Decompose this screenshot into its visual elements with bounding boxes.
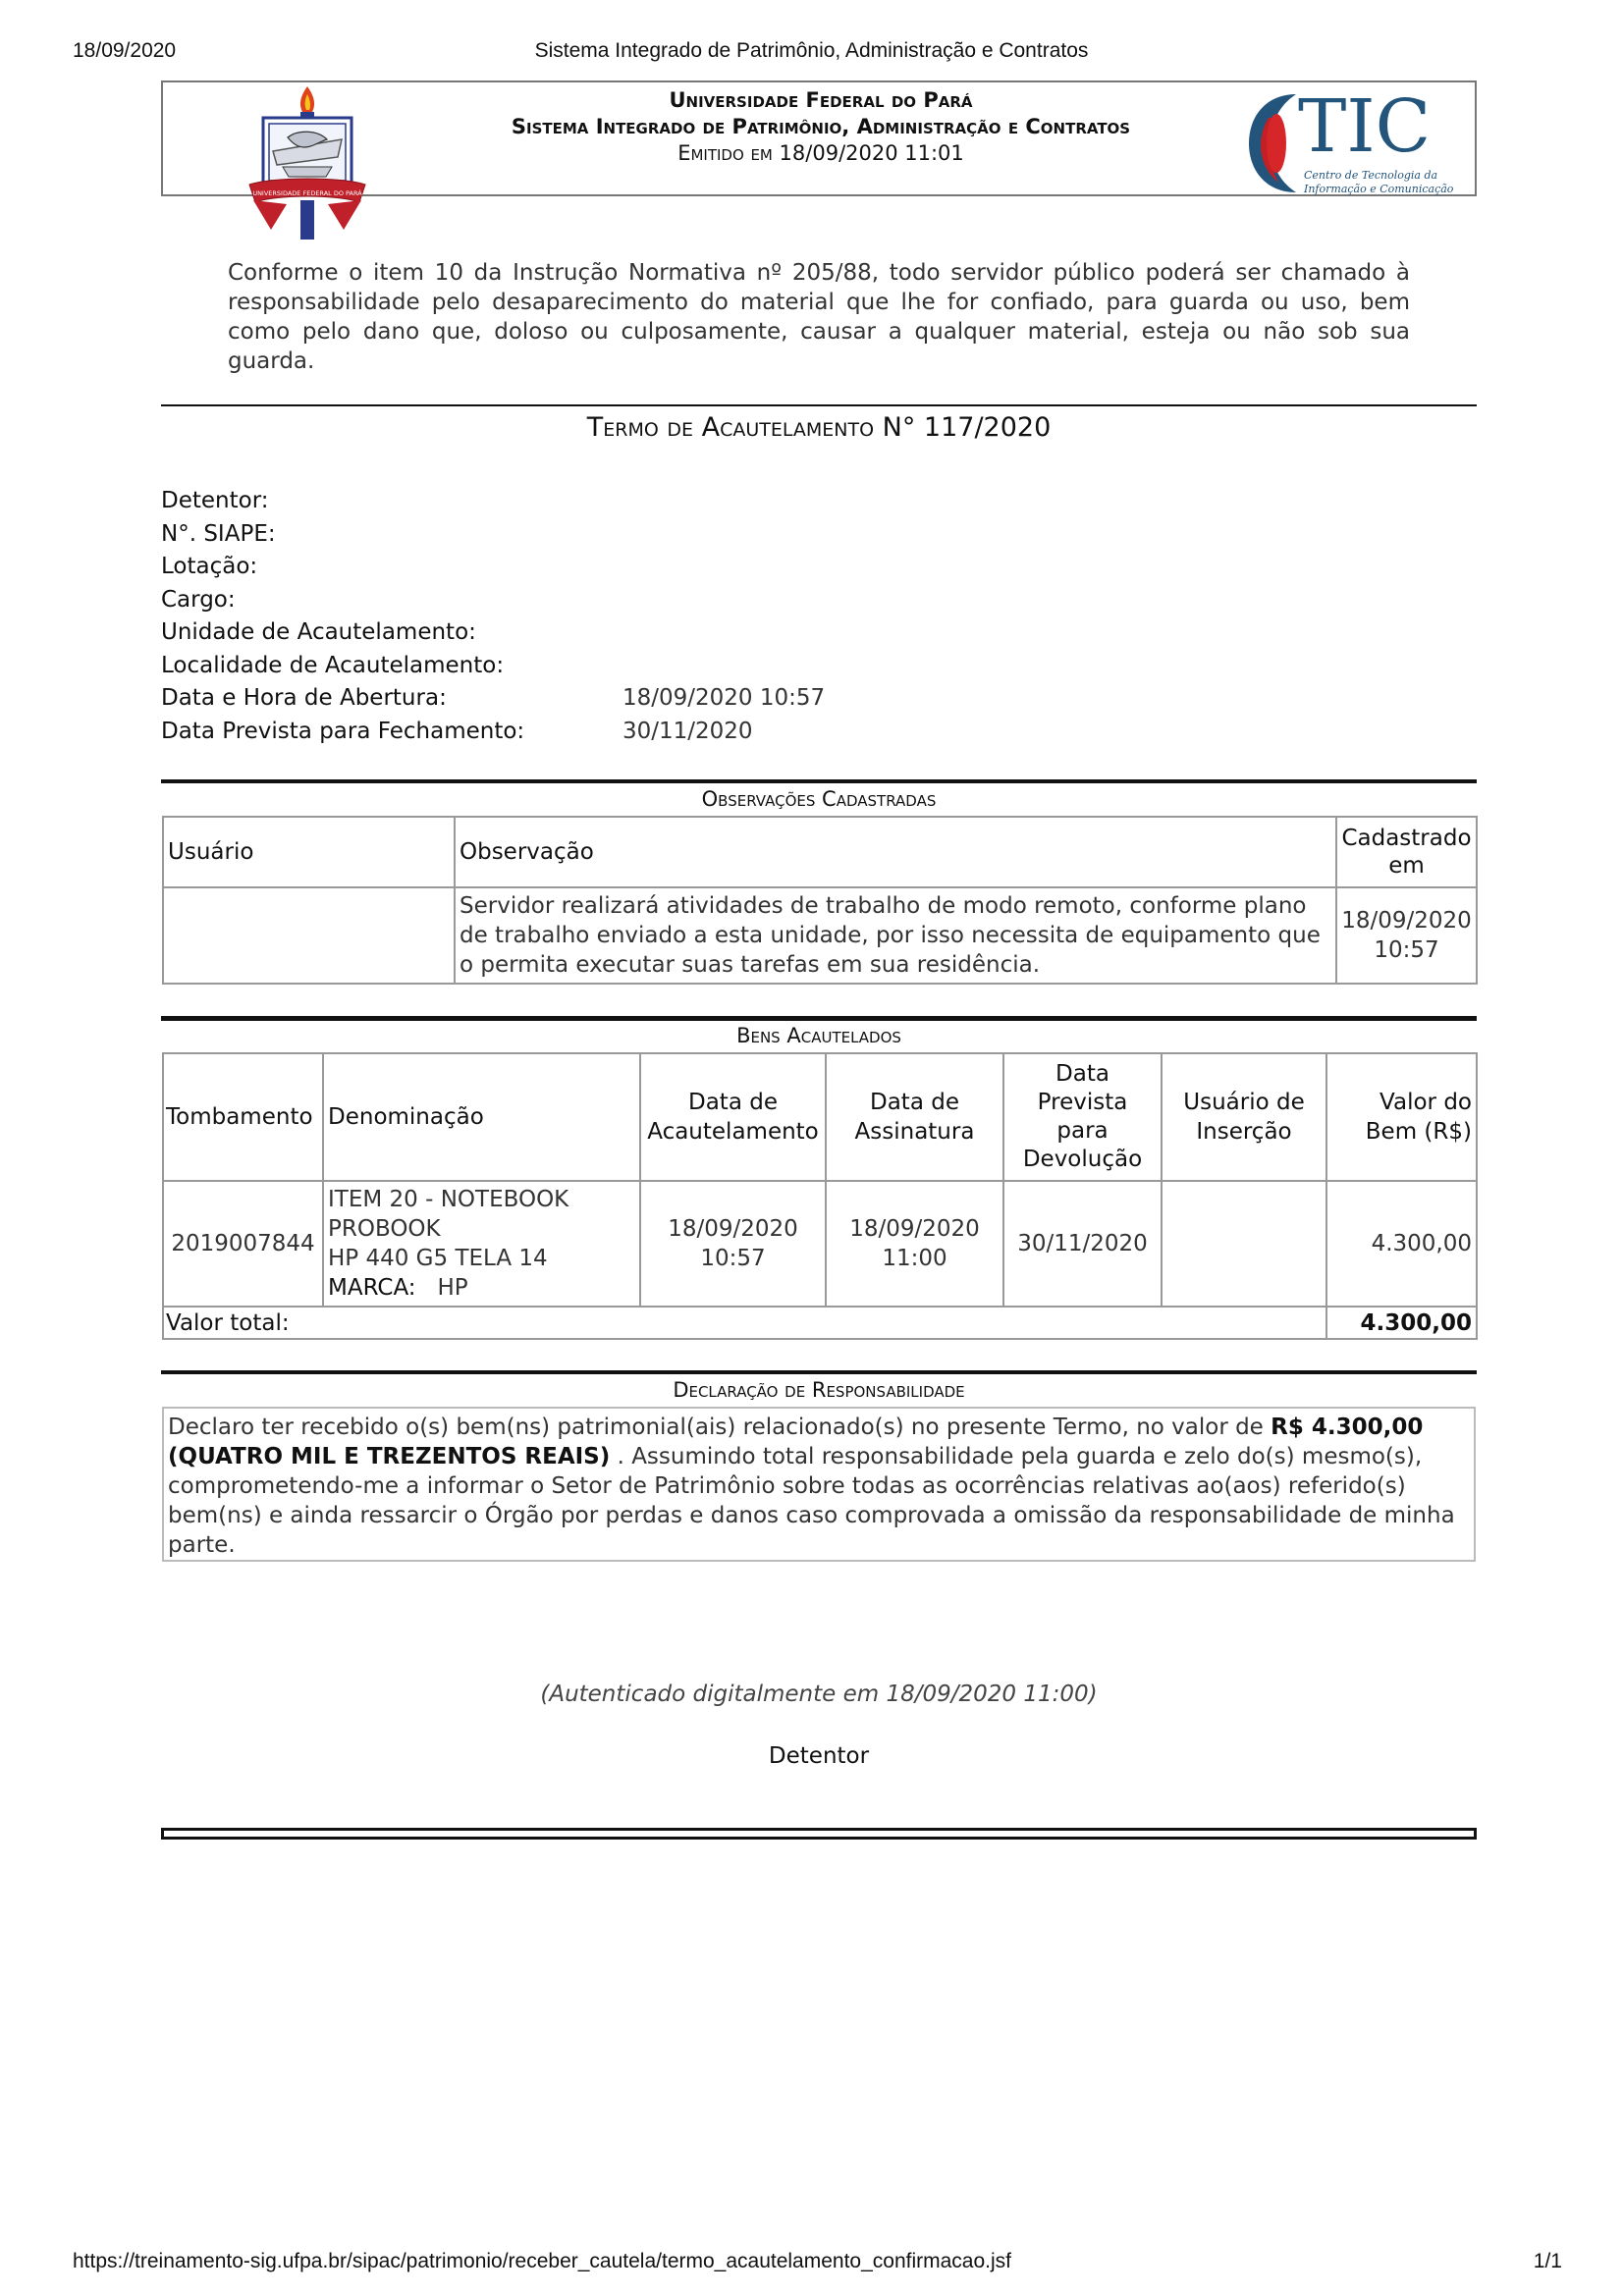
table-row (163, 887, 1477, 984)
col-usuario-insercao: Usuário de Inserção (1162, 1053, 1326, 1181)
intro-paragraph: Conforme o item 10 da Instrução Normativa nº 205/88, todo servidor público poderá ser chamado à responsabilidade pelo desaparecimento do material que lhe for confiado, para guarda ou uso, bem como pelo dano que, doloso ou culposamente, causar a qualquer material, esteja ou não sob sua guarda. (228, 260, 1410, 374)
abertura-label: Data e Hora de Abertura: (161, 685, 447, 711)
col-tombamento: Tombamento (163, 1053, 323, 1181)
bem-usuario-insercao (1162, 1181, 1326, 1307)
table-header-row (163, 1053, 1477, 1181)
declaracao-text2: . Assumindo total responsabilidade pela guarda e zelo do(s) mesmo(s), comprometendo-me a informar o Setor de Patrimônio sobre todas as ocorrências relativas ao(aos) referido(s) bem(ns) e ainda ressarcir o Órgão por perdas e danos caso comprovada a omissão da responsabilidade de minha parte. (168, 1444, 1455, 1558)
col-usuario: Usuário (163, 817, 455, 887)
ctic-logo-title: TIC (1298, 84, 1432, 169)
obs-text: Servidor realizará atividades de trabalho de modo remoto, conforme plano de trabalho enviado a esta unidade, por isso necessita de equipamento que o permita executar suas tarefas em sua residência. (455, 887, 1336, 984)
ufpa-logo (243, 82, 371, 245)
bem-denom-line3: HP 440 G5 TELA 14 (328, 1246, 548, 1271)
table-row (163, 1181, 1477, 1307)
lotacao-label: Lotação: (161, 554, 258, 579)
declaracao-title: Declaração de Responsabilidade (673, 1378, 965, 1402)
ctic-logo-sub1: Centro de Tecnologia da (1304, 169, 1438, 182)
bem-marca (328, 1273, 635, 1303)
observacoes-table (162, 816, 1478, 985)
holder-label: Detentor: (161, 488, 269, 513)
declaracao-amount: R$ 4.300,00 (1271, 1415, 1424, 1440)
obs-cadastrado (1336, 887, 1477, 984)
total-label: Valor total: (163, 1307, 1326, 1339)
ufpa-logo-text: UNIVERSIDADE FEDERAL DO PARÁ (252, 189, 362, 197)
bem-denom-line1: ITEM 20 - NOTEBOOK (328, 1187, 569, 1212)
col-data-assinatura: Data de Assinatura (826, 1053, 1003, 1181)
bem-assin-date: 18/09/2020 (849, 1216, 980, 1242)
bem-assin-time: 11:00 (882, 1246, 947, 1271)
bem-data-acautelamento (640, 1181, 826, 1307)
col-observacao: Observação (455, 817, 1336, 887)
fechamento-value: 30/11/2020 (622, 719, 753, 744)
emission-date: Emitido em 18/09/2020 11:01 (677, 141, 964, 165)
declaracao-text1: Declaro ter recebido o(s) bem(ns) patrimonial(ais) relacionado(s) no presente Termo, no valor de (168, 1415, 1271, 1440)
bem-marca-value: HP (437, 1275, 468, 1301)
ctic-logo-sub2: Informação e Comunicação (1304, 183, 1454, 195)
declaracao-amount-words: (QUATRO MIL E TREZENTOS REAIS) (168, 1444, 611, 1469)
cargo-label: Cargo: (161, 587, 236, 613)
fechamento-label: Data Prevista para Fechamento: (161, 719, 525, 744)
bem-marca-label: MARCA: (328, 1275, 416, 1301)
bens-title: Bens Acautelados (736, 1024, 901, 1047)
bem-acaut-time: 10:57 (700, 1246, 766, 1271)
section-rule (161, 779, 1477, 783)
col-data-acautelamento: Data de Acautelamento (640, 1053, 826, 1181)
bem-data-prevista: 30/11/2020 (1003, 1181, 1162, 1307)
col-data-prevista: Data Prevista para Devolução (1003, 1053, 1162, 1181)
print-date: 18/09/2020 (73, 39, 177, 62)
bem-denominacao (323, 1181, 640, 1307)
unidade-label: Unidade de Acautelamento: (161, 619, 476, 645)
bem-data-assinatura (826, 1181, 1003, 1307)
bem-acaut-date: 18/09/2020 (668, 1216, 798, 1242)
bens-table (162, 1052, 1478, 1340)
bem-valor: 4.300,00 (1326, 1181, 1477, 1307)
bem-tombamento: 2019007844 (163, 1181, 323, 1307)
obs-usuario (163, 887, 455, 984)
print-title: Sistema Integrado de Patrimônio, Administração e Contratos (534, 39, 1089, 62)
section-rule (161, 1016, 1477, 1021)
col-denominacao: Denominação (323, 1053, 640, 1181)
total-value: 4.300,00 (1326, 1307, 1477, 1339)
print-page: 1/1 (1533, 2250, 1562, 2272)
observacoes-title: Observações Cadastradas (701, 787, 937, 811)
bem-denom-line2: PROBOOK (328, 1216, 441, 1242)
table-header-row (163, 817, 1477, 887)
signature-label: Detentor (768, 1743, 870, 1769)
end-rule (161, 1828, 1477, 1840)
divider (161, 404, 1477, 406)
obs-time: 10:57 (1374, 937, 1439, 963)
ctic-logo (1239, 84, 1454, 202)
abertura-value: 18/09/2020 10:57 (622, 685, 826, 711)
section-rule (161, 1370, 1477, 1374)
total-row (163, 1307, 1477, 1339)
institution-name: Universidade Federal do Pará (669, 88, 973, 112)
system-name: Sistema Integrado de Patrimônio, Administração e Contratos (511, 115, 1131, 138)
term-title: Termo de Acautelamento N° 117/2020 (586, 412, 1052, 443)
localidade-label: Localidade de Acautelamento: (161, 653, 505, 678)
col-cadastrado: Cadastrado em (1336, 817, 1477, 887)
authentication-note: (Autenticado digitalmente em 18/09/2020 11:00) (540, 1682, 1098, 1707)
print-url[interactable]: https://treinamento-sig.ufpa.br/sipac/patrimonio/receber_cautela/termo_acautelamento_confirmacao.jsf (73, 2250, 1012, 2272)
obs-date: 18/09/2020 (1341, 908, 1472, 934)
declaracao-text (162, 1407, 1476, 1562)
col-valor: Valor do Bem (R$) (1326, 1053, 1477, 1181)
siape-label: N°. SIAPE: (161, 521, 276, 547)
